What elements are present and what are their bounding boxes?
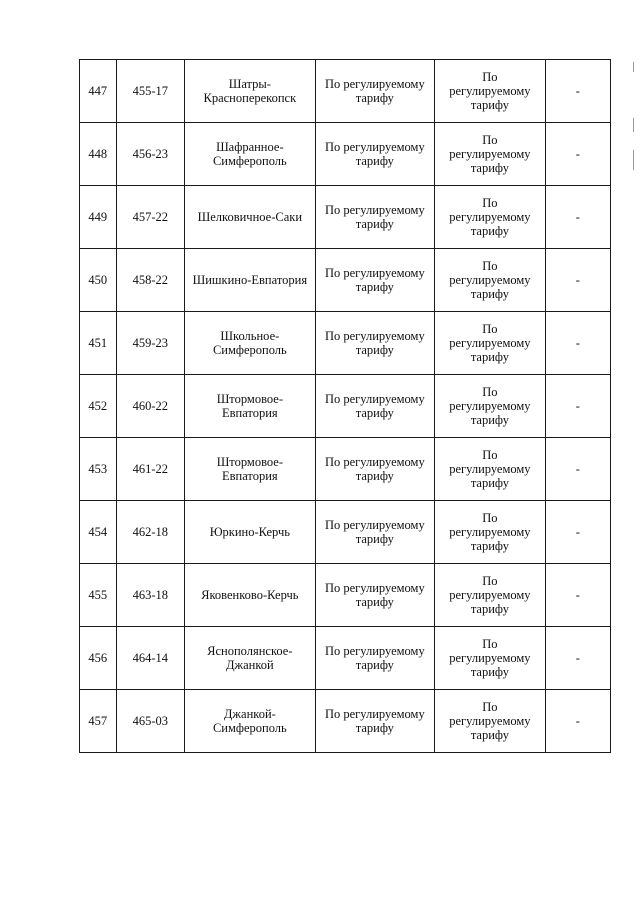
route-name: Шафранное- Симферополь	[212, 140, 287, 168]
tariff-cell-2	[435, 60, 546, 123]
tariff-cell-1	[315, 627, 434, 690]
scan-artifact	[633, 118, 634, 132]
extra-text: -	[575, 273, 580, 287]
table-row	[80, 564, 611, 627]
table-row	[80, 249, 611, 312]
route-name-cell	[185, 501, 316, 564]
row-number-cell	[80, 186, 117, 249]
tariff-cell-2	[435, 564, 546, 627]
table-row	[80, 690, 611, 753]
tariff-text-2: По регулируемому тарифу	[449, 322, 531, 364]
row-number: 448	[88, 147, 108, 161]
tariff-cell-2	[435, 690, 546, 753]
row-number: 454	[88, 525, 108, 539]
row-number-cell	[80, 501, 117, 564]
route-code: 461-22	[132, 462, 168, 476]
tariff-cell-1	[315, 501, 434, 564]
route-name-cell	[185, 60, 316, 123]
tariff-cell-1	[315, 249, 434, 312]
tariff-cell-1	[315, 123, 434, 186]
tariff-cell-2	[435, 501, 546, 564]
route-code: 464-14	[132, 651, 168, 665]
extra-cell	[545, 375, 610, 438]
route-code: 459-23	[132, 336, 168, 350]
row-number-cell	[80, 60, 117, 123]
route-code: 458-22	[132, 273, 168, 287]
route-code: 465-03	[132, 714, 168, 728]
route-name: Шелковичное-Саки	[197, 210, 303, 224]
tariff-cell-2	[435, 438, 546, 501]
row-number: 450	[88, 273, 108, 287]
tariff-text-2: По регулируемому тарифу	[449, 70, 531, 112]
extra-cell	[545, 564, 610, 627]
table-row	[80, 312, 611, 375]
tariff-cell-2	[435, 186, 546, 249]
table-row	[80, 375, 611, 438]
row-number-cell	[80, 123, 117, 186]
route-code-cell	[116, 627, 185, 690]
route-code-cell	[116, 312, 185, 375]
route-name: Яснополянское- Джанкой	[207, 644, 293, 672]
table-row	[80, 438, 611, 501]
extra-cell	[545, 627, 610, 690]
extra-text: -	[575, 525, 580, 539]
extra-cell	[545, 249, 610, 312]
route-code-cell	[116, 60, 185, 123]
row-number-cell	[80, 627, 117, 690]
tariff-text-2: По регулируемому тарифу	[449, 700, 531, 742]
route-name-cell	[185, 627, 316, 690]
route-code-cell	[116, 564, 185, 627]
row-number: 457	[88, 714, 108, 728]
row-number-cell	[80, 312, 117, 375]
row-number: 452	[88, 399, 108, 413]
tariff-cell-1	[315, 375, 434, 438]
table-row	[80, 186, 611, 249]
route-code-cell	[116, 501, 185, 564]
table-row	[80, 501, 611, 564]
extra-cell	[545, 690, 610, 753]
row-number: 447	[88, 84, 108, 98]
route-name-cell	[185, 438, 316, 501]
route-name-cell	[185, 690, 316, 753]
route-name: Школьное- Симферополь	[212, 329, 287, 357]
tariff-text-1: По регулируемому тарифу	[324, 644, 425, 672]
row-number-cell	[80, 375, 117, 438]
route-code: 455-17	[132, 84, 168, 98]
route-name: Штормовое- Евпатория	[216, 392, 283, 420]
tariff-text-2: По регулируемому тарифу	[449, 511, 531, 553]
route-name-cell	[185, 375, 316, 438]
extra-cell	[545, 186, 610, 249]
extra-cell	[545, 123, 610, 186]
route-name: Шатры- Красноперекопск	[203, 77, 297, 105]
route-code: 462-18	[132, 525, 168, 539]
routes-table-body	[80, 60, 611, 753]
tariff-text-1: По регулируемому тарифу	[324, 455, 425, 483]
row-number-cell	[80, 564, 117, 627]
row-number-cell	[80, 249, 117, 312]
extra-text: -	[575, 462, 580, 476]
route-code-cell	[116, 375, 185, 438]
extra-text: -	[575, 399, 580, 413]
extra-text: -	[575, 336, 580, 350]
extra-text: -	[575, 588, 580, 602]
tariff-cell-1	[315, 60, 434, 123]
extra-text: -	[575, 210, 580, 224]
tariff-text-1: По регулируемому тарифу	[324, 266, 425, 294]
tariff-text-2: По регулируемому тарифу	[449, 133, 531, 175]
tariff-text-1: По регулируемому тарифу	[324, 329, 425, 357]
row-number-cell	[80, 690, 117, 753]
tariff-text-2: По регулируемому тарифу	[449, 574, 531, 616]
extra-cell	[545, 312, 610, 375]
tariff-cell-1	[315, 690, 434, 753]
scan-artifact	[633, 62, 634, 72]
route-code-cell	[116, 438, 185, 501]
tariff-text-1: По регулируемому тарифу	[324, 392, 425, 420]
row-number: 456	[88, 651, 108, 665]
route-name: Шишкино-Евпатория	[192, 273, 308, 287]
route-code-cell	[116, 249, 185, 312]
route-code: 456-23	[132, 147, 168, 161]
tariff-text-1: По регулируемому тарифу	[324, 140, 425, 168]
route-name-cell	[185, 564, 316, 627]
tariff-cell-1	[315, 438, 434, 501]
route-name: Джанкой- Симферополь	[212, 707, 287, 735]
scan-artifact	[633, 150, 634, 170]
table-row	[80, 60, 611, 123]
route-name: Штормовое- Евпатория	[216, 455, 283, 483]
table-row	[80, 123, 611, 186]
tariff-cell-2	[435, 375, 546, 438]
extra-text: -	[575, 147, 580, 161]
tariff-text-2: По регулируемому тарифу	[449, 385, 531, 427]
tariff-text-1: По регулируемому тарифу	[324, 518, 425, 546]
tariff-cell-1	[315, 186, 434, 249]
extra-text: -	[575, 714, 580, 728]
tariff-cell-2	[435, 123, 546, 186]
row-number: 455	[88, 588, 108, 602]
route-name-cell	[185, 186, 316, 249]
extra-text: -	[575, 84, 580, 98]
extra-cell	[545, 60, 610, 123]
tariff-text-1: По регулируемому тарифу	[324, 581, 425, 609]
route-name-cell	[185, 123, 316, 186]
route-name-cell	[185, 312, 316, 375]
route-code: 460-22	[132, 399, 168, 413]
tariff-text-2: По регулируемому тарифу	[449, 637, 531, 679]
row-number: 449	[88, 210, 108, 224]
tariff-cell-2	[435, 249, 546, 312]
tariff-text-2: По регулируемому тарифу	[449, 259, 531, 301]
route-name: Яковенково-Керчь	[201, 588, 299, 602]
tariff-text-1: По регулируемому тарифу	[324, 203, 425, 231]
route-code: 463-18	[132, 588, 168, 602]
tariff-cell-2	[435, 312, 546, 375]
tariff-cell-1	[315, 312, 434, 375]
route-code-cell	[116, 186, 185, 249]
tariff-cell-1	[315, 564, 434, 627]
extra-cell	[545, 438, 610, 501]
route-code-cell	[116, 123, 185, 186]
route-name: Юркино-Керчь	[209, 525, 290, 539]
row-number: 451	[88, 336, 108, 350]
tariff-text-1: По регулируемому тарифу	[324, 707, 425, 735]
row-number-cell	[80, 438, 117, 501]
tariff-text-1: По регулируемому тарифу	[324, 77, 425, 105]
table-row	[80, 627, 611, 690]
route-code-cell	[116, 690, 185, 753]
tariff-text-2: По регулируемому тарифу	[449, 448, 531, 490]
routes-table	[79, 59, 611, 753]
extra-text: -	[575, 651, 580, 665]
extra-cell	[545, 501, 610, 564]
route-code: 457-22	[132, 210, 168, 224]
row-number: 453	[88, 462, 108, 476]
tariff-text-2: По регулируемому тарифу	[449, 196, 531, 238]
route-name-cell	[185, 249, 316, 312]
tariff-cell-2	[435, 627, 546, 690]
